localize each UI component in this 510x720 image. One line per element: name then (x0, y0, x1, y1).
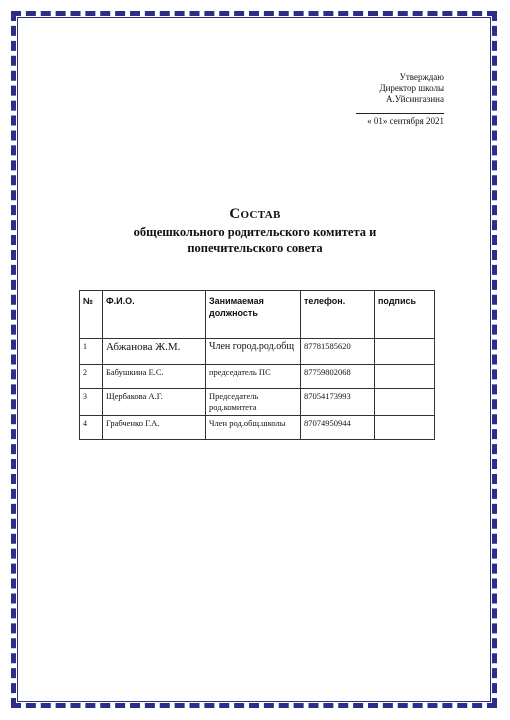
row-position: Член город.род.общ (206, 339, 301, 365)
document-title (0, 204, 510, 256)
row-name: Щербакова А.Г. (103, 389, 206, 416)
row-position: Председатель род.комитета (206, 389, 301, 416)
row-name: Абжанова Ж.М. (103, 339, 206, 365)
row-signature (375, 365, 435, 389)
row-phone: 87759802068 (301, 365, 375, 389)
row-name: Грабченко Г.А. (103, 416, 206, 440)
row-num: 4 (80, 416, 103, 440)
approval-word: Утверждаю (399, 72, 444, 82)
approval-position: Директор школы (379, 83, 444, 93)
header-num: № (80, 291, 103, 339)
row-phone: 87074950944 (301, 416, 375, 440)
header-signature: подпись (375, 291, 435, 339)
approval-block (356, 72, 444, 127)
header-phone: телефон. (301, 291, 375, 339)
table-row (80, 339, 435, 365)
header-name: Ф.И.О. (103, 291, 206, 339)
row-signature (375, 416, 435, 440)
row-position: председатель ПС (206, 365, 301, 389)
row-num: 1 (80, 339, 103, 365)
approval-date: « 01» сентября 2021 (367, 116, 444, 126)
title-line-2: общешкольного родительского комитета и (133, 225, 377, 239)
row-num: 3 (80, 389, 103, 416)
table-row (80, 365, 435, 389)
header-position: Занимаемая должность (206, 291, 301, 339)
row-position: Член род.общ.школы (206, 416, 301, 440)
title-line-1: Состав (229, 206, 281, 222)
table-row (80, 389, 435, 416)
approval-director-name: А.Уйсингазина (386, 94, 444, 104)
table-row (80, 416, 435, 440)
table-header-row (80, 291, 435, 339)
row-name: Бабушкина Е.С. (103, 365, 206, 389)
row-phone: 87781585620 (301, 339, 375, 365)
row-phone: 87054173993 (301, 389, 375, 416)
signature-line (356, 105, 444, 114)
committee-table (79, 290, 435, 440)
row-signature (375, 339, 435, 365)
title-line-3: попечительского совета (187, 241, 323, 255)
row-num: 2 (80, 365, 103, 389)
row-signature (375, 389, 435, 416)
